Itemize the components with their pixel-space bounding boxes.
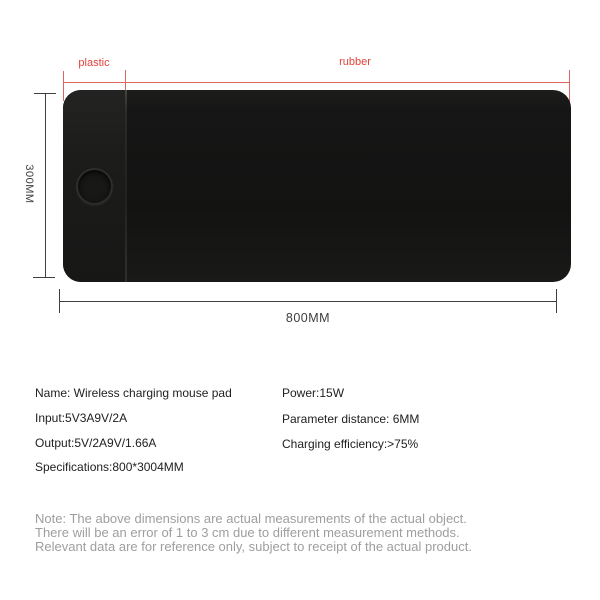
mousepad-graphic [63, 90, 571, 282]
height-dimension-line [45, 93, 46, 277]
note-line-3: Relevant data are for reference only, subject to receipt of the actual product. [35, 539, 472, 554]
spec-parameter-distance: Parameter distance: 6MM [282, 412, 420, 426]
spec-output: Output:5V/2A9V/1.66A [35, 436, 157, 450]
plastic-rubber-seam [125, 90, 127, 282]
rubber-material-label: rubber [339, 56, 371, 68]
plastic-material-label: plastic [78, 57, 110, 69]
spec-input: Input:5V3A9V/2A [35, 411, 128, 425]
wireless-charging-circle [76, 168, 113, 205]
height-tick-top [34, 93, 56, 94]
note-line-2: There will be an error of 1 to 3 cm due to different measurement methods. [35, 525, 460, 540]
spec-charging-efficiency: Charging efficiency:>75% [282, 437, 419, 451]
note-line-1: Note: The above dimensions are actual measurements of the actual object. [35, 511, 467, 526]
spec-name: Name: Wireless charging mouse pad [35, 386, 232, 400]
width-tick-left [59, 289, 60, 313]
height-dimension-label: 300MM [23, 164, 35, 204]
height-tick-bottom [33, 277, 55, 278]
width-dimension-line [59, 301, 557, 302]
spec-specifications: Specifications:800*3004MM [35, 460, 184, 474]
width-dimension-label: 800MM [285, 311, 331, 325]
width-tick-right [556, 289, 557, 313]
material-dimension-line [63, 82, 570, 83]
spec-power: Power:15W [282, 386, 345, 400]
